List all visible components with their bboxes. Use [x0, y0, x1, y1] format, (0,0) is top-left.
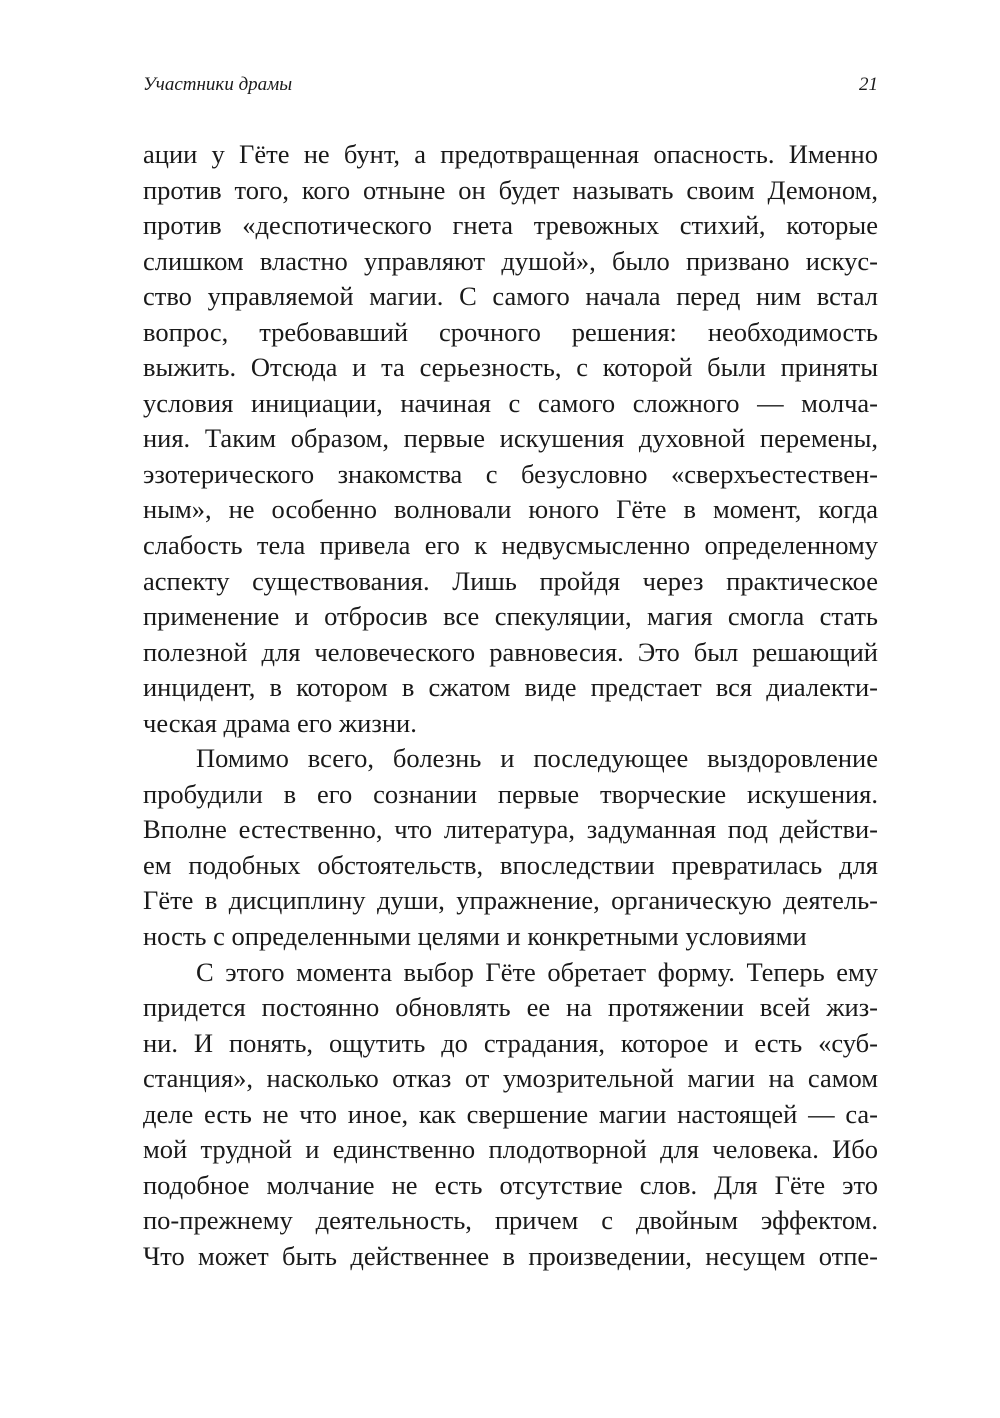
text-line: придется постоянно обновлять ее на протяжении всей жиз- [143, 992, 878, 1023]
text-line: слабость тела привела его к недвусмысленно определенному [143, 530, 878, 561]
text-line: ния. Таким образом, первые искушения духовной перемены, [143, 423, 878, 454]
text-line: эзотерического знакомства с безусловно «сверхъестествен- [143, 458, 878, 489]
text-line: деле есть не что иное, как свершение магии настоящей — са- [143, 1098, 878, 1129]
paragraph [143, 137, 878, 741]
text-line: полезной для человеческого равновесия. Это был решающий [143, 636, 878, 667]
text-line: Гёте в дисциплину души, упражнение, органическую деятель- [143, 885, 878, 916]
page-number: 21 [859, 74, 878, 95]
text-line: станция», насколько отказ от умозрительной магии на самом [143, 1063, 878, 1094]
text-line: ность с определенными целями и конкретными условиями [143, 921, 807, 952]
text-line: Вполне естественно, что литература, задуманная под действи- [143, 814, 878, 845]
text-line: против того, кого отныне он будет называть своим Демоном, [143, 174, 878, 205]
text-line: условия инициации, начиная с самого сложного — молча- [143, 387, 878, 418]
text-line: ство управляемой магии. С самого начала перед ним встал [143, 281, 878, 312]
text-line: слишком властно управляют душой», было призвано искус- [143, 245, 878, 276]
text-line: пробудили в его сознании первые творческие искушения. [143, 778, 878, 809]
running-title: Участники драмы [143, 74, 293, 95]
text-line: выжить. Отсюда и та серьезность, с которой были приняты [143, 352, 878, 383]
text-line: применение и отбросив все спекуляции, магия смогла стать [143, 601, 878, 632]
text-line: ации у Гёте не бунт, а предотвращенная опасность. Именно [143, 139, 878, 169]
body-text [143, 137, 878, 1275]
text-line: инцидент, в котором в сжатом виде предстает вся диалекти- [143, 672, 878, 703]
text-line: подобное молчание не есть отсутствие слов. Для Гёте это [143, 1169, 878, 1200]
text-line: С этого момента выбор Гёте обретает форму. Теперь ему [196, 956, 878, 987]
text-line: Помимо всего, болезнь и последующее выздоровление [196, 743, 878, 774]
text-line: мой трудной и единственно плодотворной для человека. Ибо [143, 1134, 878, 1165]
text-line: ни. И понять, ощутить до страдания, которое и есть «суб- [143, 1027, 878, 1058]
text-line: ем подобных обстоятельств, впоследствии превратилась для [143, 849, 878, 880]
paragraph [143, 741, 878, 954]
text-line: ным», не особенно волновали юного Гёте в момент, когда [143, 494, 878, 525]
text-line: по-прежнему деятельность, причем с двойным эффектом. [143, 1205, 878, 1236]
text-line: аспекту существования. Лишь пройдя через практическое [143, 565, 878, 596]
text-line: Что может быть действеннее в произведении, несущем отпе- [143, 1240, 878, 1271]
text-line: вопрос, требовавший срочного решения: необходимость [143, 316, 878, 347]
text-line: ческая драма его жизни. [143, 707, 417, 738]
running-header [143, 74, 878, 104]
paragraph [143, 955, 878, 1275]
text-line: против «деспотического гнета тревожных стихий, которые [143, 210, 878, 241]
